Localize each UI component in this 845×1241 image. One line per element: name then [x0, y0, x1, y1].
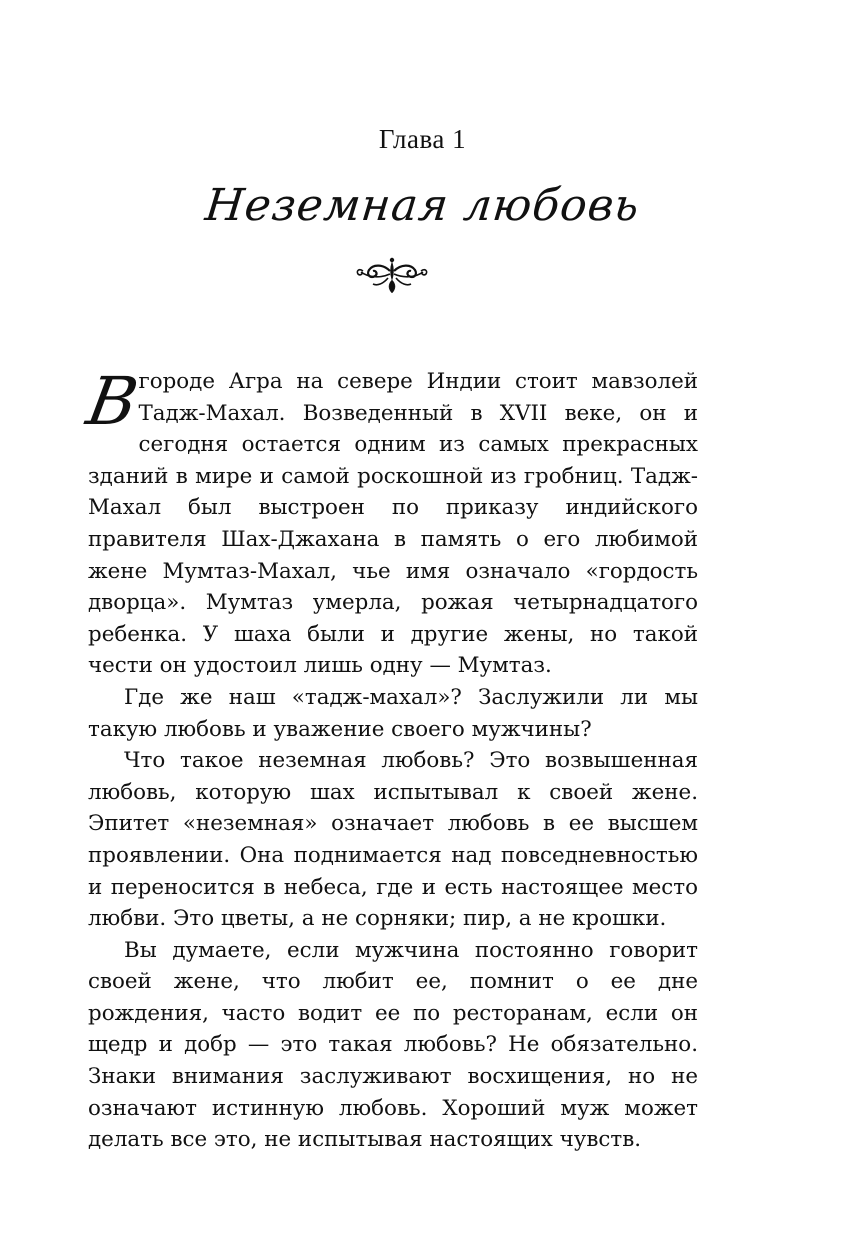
- paragraph-4: Вы думаете, если мужчина постоянно говорит своей жене, что любит ее, помнит о ее дне рождения, часто водит ее по ресторанам, если он щедр и добр — это такая любовь? Не обязательно. Знаки внимания заслуживают восхищения, но не означают истинную любовь. Хороший муж может делать все это, не испытывая настоящих чувств.: [88, 937, 698, 1153]
- chapter-title: Неземная любовь: [202, 180, 643, 231]
- fleuron-ornament-icon: [355, 256, 429, 296]
- drop-cap-letter: В: [81, 363, 144, 440]
- chapter-number: Глава 1: [378, 124, 467, 154]
- chapter-body: [81, 363, 698, 1156]
- paragraph-3: Что такое неземная любовь? Это возвышенная любовь, которую шах испытывал к своей жене. Эпитет «неземная» означает любовь в ее высшем проявлении. Она поднимается над повседневностью и переносится в небеса, где и есть настоящее место любви. Это цветы, а не сорняки; пир, а не крошки.: [88, 748, 698, 932]
- paragraph-1-text: городе Агра на севере Индии стоит мавзолей Тадж-Махал. Возведенный в XVII веке, он и сегодня остается одним из самых прекрасных зданий в мире и самой роскошной из гробниц. Тадж-Махал был выстроен по приказу индийского правителя Шах-Джахана в память о его любимой жене Мумтаз-Махал, чье имя означало «гордость дворца». Мумтаз умерла, рожая четырнадцатого ребенка. У шаха были и другие жены, но такой чести он удостоил лишь одну — Мумтаз.: [88, 369, 698, 679]
- paragraph-2: Где же наш «тадж-махал»? Заслужили ли мы такую любовь и уважение своего мужчины?: [88, 684, 698, 742]
- paragraph-1: [81, 363, 698, 682]
